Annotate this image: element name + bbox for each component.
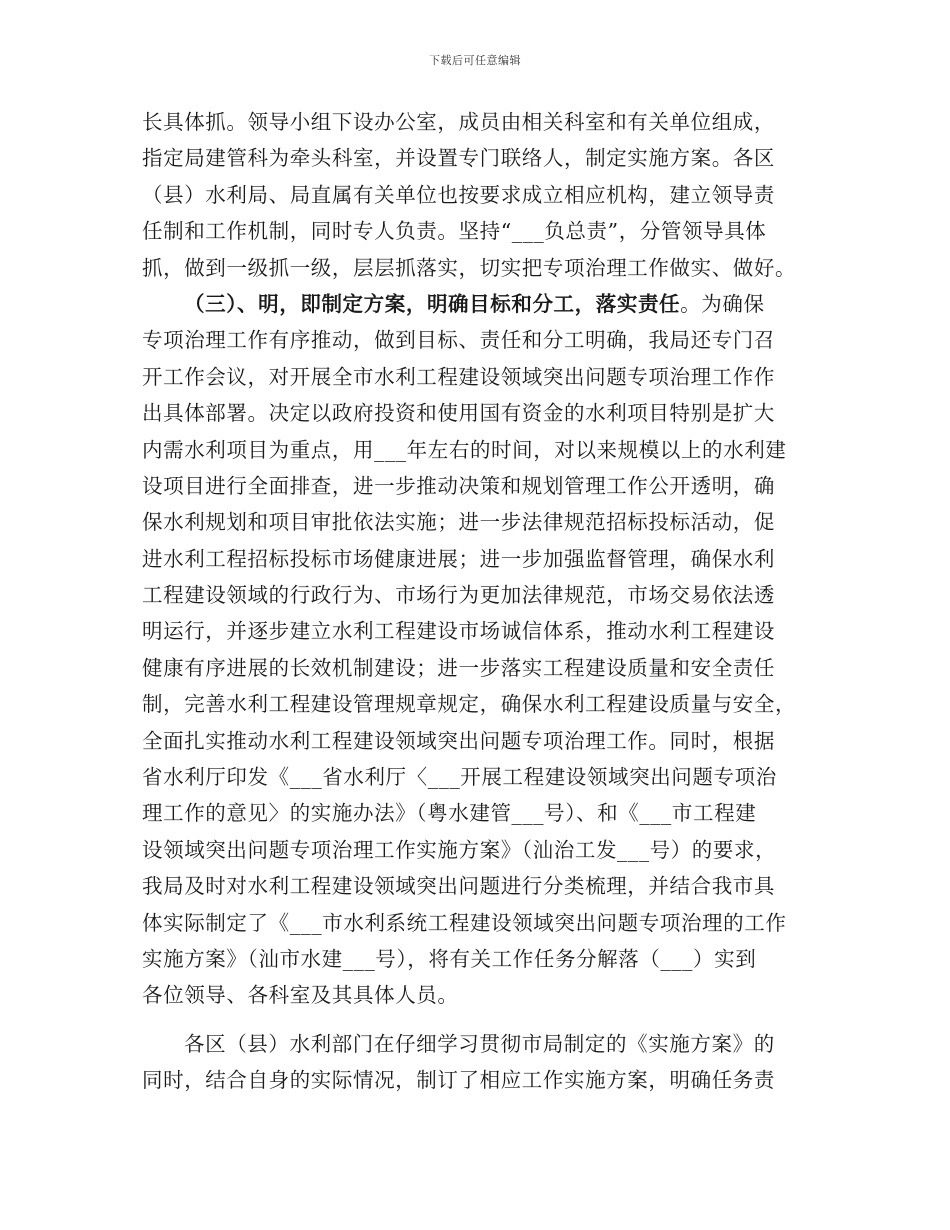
text-line: 工程建设领域的行政行为、市场行为更加法律规范，市场交易依法透 xyxy=(142,583,775,608)
text-line: （县）水利局、局直属有关单位也按要求成立相应机构，建立领导责 xyxy=(142,182,775,207)
text-line: 长具体抓。领导小组下设办公室，成员由相关科室和有关单位组成， xyxy=(142,110,775,134)
text-line: 体实际制定了《___市水利系统工程建设领域突出问题专项治理的工作 xyxy=(142,910,787,935)
text-line: 保水利规划和项目审批依法实施；进一步法律规范招标投标活动，促 xyxy=(142,510,775,535)
paragraph-1 xyxy=(142,104,812,286)
text-line: 明运行，并逐步建立水利工程建设市场诚信体系，推动水利工程建设 xyxy=(142,619,775,644)
paragraph-3 xyxy=(142,1026,812,1099)
text-line: 进水利工程招标投标市场健康进展；进一步加强监督管理，确保水利 xyxy=(142,546,775,571)
text-line: 专项治理工作有序推动，做到目标、责任和分工明确，我局还专门召 xyxy=(142,328,775,353)
text-line: 健康有序进展的长效机制建设；进一步落实工程建设质量和安全责任 xyxy=(142,655,775,680)
text-line: 抓，做到一级抓一级，层层抓落实，切实把专项治理工作做实、做好。 xyxy=(142,255,797,280)
section-heading: （三）、明，即制定方案，明确目标和分工，落实责任 xyxy=(184,291,681,316)
text-line: 制，完善水利工程建设管理规章规定，确保水利工程建设质量与安全， xyxy=(142,692,797,717)
text-line: 同时，结合自身的实际情况，制订了相应工作实施方案，明确任务责 xyxy=(142,1068,775,1093)
document-body xyxy=(142,104,812,1099)
paragraph-gap xyxy=(142,1014,812,1026)
text-line: 各位领导、各科室及其具体人员。 xyxy=(142,983,459,1008)
text-line: 指定局建管科为牵头科室，并设置专门联络人，制定实施方案。各区 xyxy=(142,146,775,171)
text-line: 内需水利项目为重点，用___年左右的时间，对以来规模以上的水利建 xyxy=(142,437,787,462)
text-line: 省水利厅印发《___省水利厅〈___开展工程建设领域突出问题专项治 xyxy=(142,765,777,790)
text-line: 全面扎实推动水利工程建设领域突出问题专项治理工作。同时，根据 xyxy=(142,728,775,753)
text-line: 我局及时对水利工程建设领域突出问题进行分类梳理，并结合我市具 xyxy=(142,874,775,899)
text-line: 开工作会议，对开展全市水利工程建设领域突出问题专项治理工作作 xyxy=(142,364,775,389)
text-line: 出具体部署。决定以政府投资和使用国有资金的水利项目特别是扩大 xyxy=(142,401,775,426)
paragraph-2 xyxy=(142,286,812,1014)
text-line: 设领域突出问题专项治理工作实施方案》（汕治工发___号）的要求， xyxy=(142,837,777,862)
text-line: 任制和工作机制，同时专人负责。坚持“___负总责”，分管领导具体 xyxy=(142,219,767,244)
text-line: 各区（县）水利部门在仔细学习贯彻市局制定的《实施方案》的 xyxy=(184,1031,775,1056)
text-line: 理工作的意见〉的实施办法》（粤水建管___号）、和《___市工程建 xyxy=(142,801,757,826)
text-line: 实施方案》（汕市水建___号），将有关工作任务分解落（___）实到 xyxy=(142,946,757,971)
text-line: 设项目进行全面排查，进一步推动决策和规划管理工作公开透明，确 xyxy=(142,473,775,498)
page-header: 下载后可任意编辑 xyxy=(429,54,521,67)
text-line xyxy=(142,286,812,322)
text-run: 。为确保 xyxy=(680,291,765,316)
